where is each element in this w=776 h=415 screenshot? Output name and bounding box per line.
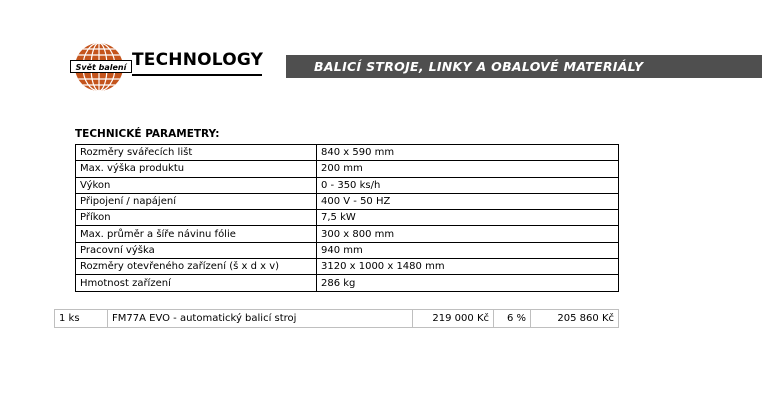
brand-name: TECHNOLOGY (132, 50, 264, 70)
params-row (76, 275, 619, 291)
price-discount: 6 % (494, 310, 531, 328)
price-unit: 219 000 Kč (413, 310, 494, 328)
params-row (76, 145, 619, 161)
price-total: 205 860 Kč (531, 310, 619, 328)
param-value: 3120 x 1000 x 1480 mm (317, 259, 619, 275)
param-label: Připojení / napájení (76, 193, 317, 209)
param-label: Pracovní výška (76, 242, 317, 258)
param-value: 0 - 350 ks/h (317, 177, 619, 193)
param-value: 940 mm (317, 242, 619, 258)
params-title: TECHNICKÉ PARAMETRY: (75, 128, 220, 140)
price-row (55, 310, 619, 328)
price-qty: 1 ks (55, 310, 108, 328)
param-value: 840 x 590 mm (317, 145, 619, 161)
param-label: Rozměry svářecích lišt (76, 145, 317, 161)
params-table (75, 144, 619, 292)
company-logo (70, 40, 265, 94)
params-row (76, 242, 619, 258)
param-value: 300 x 800 mm (317, 226, 619, 242)
header-banner: BALICÍ STROJE, LINKY A OBALOVÉ MATERIÁLY (286, 55, 762, 78)
params-row (76, 226, 619, 242)
params-row (76, 177, 619, 193)
logo-globe-text: Svět balení (70, 60, 132, 73)
param-label: Max. výška produktu (76, 161, 317, 177)
param-value: 200 mm (317, 161, 619, 177)
brand-underline (132, 74, 262, 76)
param-label: Příkon (76, 210, 317, 226)
param-label: Rozměry otevřeného zařízení (š x d x v) (76, 259, 317, 275)
param-value: 7,5 kW (317, 210, 619, 226)
param-label: Max. průměr a šíře návinu fólie (76, 226, 317, 242)
param-label: Výkon (76, 177, 317, 193)
param-value: 400 V - 50 HZ (317, 193, 619, 209)
price-description: FM77A EVO - automatický balicí stroj (108, 310, 413, 328)
params-row (76, 259, 619, 275)
params-row (76, 210, 619, 226)
price-table (54, 309, 619, 328)
param-value: 286 kg (317, 275, 619, 291)
params-row (76, 193, 619, 209)
param-label: Hmotnost zařízení (76, 275, 317, 291)
params-row (76, 161, 619, 177)
